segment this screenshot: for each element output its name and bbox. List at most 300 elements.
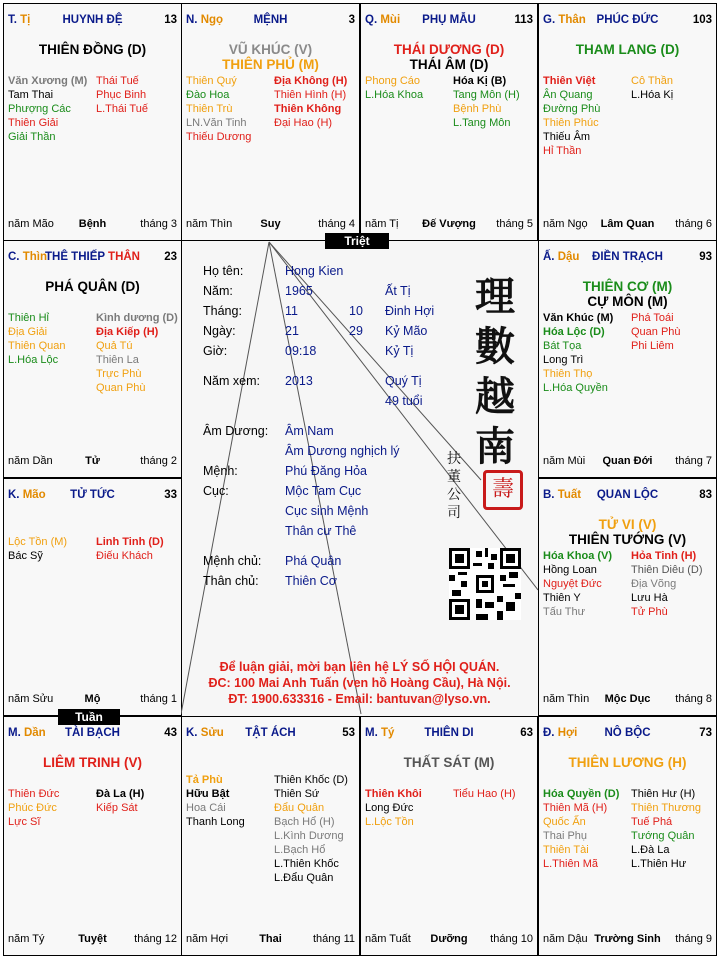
than-chu-label: Thân chủ: [203,574,259,588]
palace-title: TÀI BẠCH [65,727,120,739]
minor-star: L.Thiên Hư [631,858,687,870]
stars-left-column [543,549,612,619]
minor-star: Thiên Hư (H) [631,788,696,800]
stars-left-column [365,74,423,102]
palace-number: 93 [699,251,712,263]
palace-footer [365,218,533,231]
minor-star: Điếu Khách [96,550,153,562]
age-value: 49 tuổi [385,394,423,408]
than-cu-note: Thân cư Thê [285,524,357,538]
footer-month: tháng 3 [140,218,177,230]
minor-star: Hóa Quyền (D) [543,788,620,800]
calligraphy-small-char: 董 [447,469,461,485]
palace-footer [365,933,533,946]
stars-left-column [543,311,613,395]
stars-right-column [96,787,144,815]
calligraphy-logo [465,272,525,472]
palace-footer [186,933,355,946]
palace-number: 53 [342,727,355,739]
palace-header [186,727,355,741]
main-star: LIÊM TRINH (V) [43,755,142,770]
main-star: PHÁ QUÂN (D) [45,279,140,294]
calligraphy-char: 數 [475,323,515,370]
branch-name: Tuất [557,489,582,501]
minor-star: L.Hóa Lộc [8,354,59,366]
minor-star: L.Thái Tuế [96,103,148,115]
footer-year: năm Thìn [543,693,590,705]
branch-prefix: G. [543,14,556,26]
stars-right-column [453,74,520,130]
stars-left-column [186,74,251,144]
palace-header [8,727,177,741]
stars-right-column [274,773,348,885]
main-star: VŨ KHÚC (V) [228,42,313,57]
minor-star: Long Trì [543,354,584,366]
palace-cell-dau [538,240,717,478]
view-year-can: Quý Tị [385,374,422,388]
main-star: THIÊN LƯƠNG (H) [568,755,687,770]
palace-title: PHỤ MẪU [422,14,476,26]
footer-month: tháng 12 [134,933,177,945]
footer-year: năm Tý [8,933,45,945]
day-can: Kỷ Mão [385,324,428,338]
footer-month: tháng 4 [318,218,355,230]
footer-month: tháng 8 [675,693,712,705]
main-star: THIÊN CƠ (M) [582,279,673,294]
footer-year: năm Thìn [186,218,233,230]
minor-star: Bát Tọa [543,340,582,352]
hour-label: Giờ: [203,344,228,358]
stars-right-column [96,311,178,395]
minor-star: Tam Thai [8,89,54,101]
footer-month: tháng 10 [490,933,533,945]
center-panel [181,240,538,716]
palace-number: 23 [164,251,177,263]
minor-star: Phi Liêm [631,340,674,352]
palace-cell-dan [3,716,182,956]
minor-star: Thiên Phúc [543,117,599,129]
palace-header [8,14,177,28]
minor-star: Thiên Diêu (D) [631,564,703,576]
minor-star: Thiên Hình (H) [274,89,347,101]
branch-prefix: Q. [365,14,378,26]
calligraphy-small-char: 扶 [447,451,461,467]
calligraphy-subtext [447,450,461,522]
minor-star: L.Đà La [631,844,670,856]
stars-left-column [365,787,422,829]
palace-title: HUYNH ĐỆ [62,14,123,26]
palace-header [8,489,177,503]
branch-name: Thìn [22,251,47,263]
view-year-value: 2013 [285,374,313,388]
branch-prefix: M. [8,727,21,739]
contact-line-1: Để luận giải, mời bạn liên hệ LÝ SỐ HỘI QUÁN. [219,660,500,674]
stars-right-column [274,74,347,130]
minor-star: Thiên Quan [8,340,66,352]
stars-right-column [631,787,701,871]
minor-star: Thiên Thọ [543,368,593,380]
palace-footer [543,455,712,468]
stars-left-column [8,74,87,144]
minor-star: Địa Giải [8,326,48,338]
branch-prefix: K. [186,727,198,739]
palace-cell-suu [181,716,360,956]
palace-footer [543,693,712,706]
minor-star: Phúc Đức [8,802,57,814]
footer-stage: Tử [85,455,100,467]
footer-stage: Trường Sinh [594,933,661,945]
minor-star: Hóa Lộc (D) [543,326,605,338]
than-chu-value: Thiên Cơ [285,574,337,588]
minor-star: Hồng Loan [543,564,597,576]
footer-month: tháng 2 [140,455,177,467]
minor-star: Hoa Cái [186,802,226,814]
minor-star: Thiên Khốc (D) [274,774,348,786]
tuan-marker: Tuần [58,709,120,725]
footer-stage: Dưỡng [430,933,468,945]
minor-star: L.Đẩu Quân [274,872,334,884]
main-star: THÁI ÂM (D) [409,57,489,72]
palace-cell-hoi [538,716,717,956]
minor-star: Thiên Hỉ [8,312,49,324]
minor-star: Cô Thần [631,75,673,87]
branch-name: Dậu [557,251,580,263]
palace-footer [186,218,355,231]
minor-star: L.Hóa Kị [631,89,674,101]
palace-cell-mao [3,478,182,716]
stars-left-column [543,787,619,871]
palace-cell-tuat [538,478,717,716]
palace-header [543,489,712,503]
minor-star: Giải Thần [8,131,56,143]
minor-star: L.Hóa Khoa [365,89,424,101]
minor-star: Thiên La [96,354,139,366]
calligraphy-char: 理 [475,273,515,320]
palace-header [365,14,533,28]
stars-left-column [186,773,245,829]
palace-footer [543,933,712,946]
stars-right-column [631,549,703,619]
minor-star: Lưu Hà [631,592,668,604]
footer-month: tháng 5 [496,218,533,230]
palace-title: TỬ TỨC [70,489,115,501]
stars-left-column [8,535,67,563]
palace-header [543,727,712,741]
palace-header [365,727,533,741]
palace-title: PHÚC ĐỨC [596,14,659,26]
footer-month: tháng 1 [140,693,177,705]
month-value: 11 [285,304,298,318]
minor-star: Thiên Việt [543,75,596,87]
branch-name: Dần [23,727,46,739]
palace-number: 13 [164,14,177,26]
footer-year: năm Sửu [8,693,54,705]
month-label: Tháng: [203,304,242,318]
footer-stage: Mộc Dục [604,693,651,705]
minor-star: Văn Khúc (M) [543,312,614,324]
minor-star: L.Hóa Quyền [543,382,608,394]
branch-prefix: C. [8,251,20,263]
minor-star: Văn Xương (M) [8,75,88,87]
palace-footer [8,933,177,946]
footer-stage: Lâm Quan [600,218,655,230]
qr-code-icon[interactable] [449,548,521,620]
main-star: THÁI DƯƠNG (D) [393,42,505,57]
minor-star: Ân Quang [543,89,593,101]
minor-star: Thiên Sứ [274,788,320,800]
minor-star: Hóa Khoa (V) [543,550,613,562]
palace-number: 63 [520,727,533,739]
footer-month: tháng 7 [675,455,712,467]
minor-star: Thiên Thương [631,802,702,814]
hour-value: 09:18 [285,344,317,358]
palace-title: TẬT ÁCH [245,727,296,739]
palace-number: 113 [514,14,533,26]
red-seal-icon: 壽 [483,470,523,510]
minor-star: Bệnh Phù [453,103,502,115]
stars-right-column [631,311,681,353]
menh-chu-value: Phá Quân [285,554,342,568]
main-star: THIÊN ĐỒNG (D) [38,42,147,57]
minor-star: Thiên Đức [8,788,60,800]
footer-stage: Suy [260,218,281,230]
minor-star: Lực Sĩ [8,816,41,828]
amduong-label: Âm Dương: [203,424,269,438]
minor-star: Đại Hao (H) [274,117,333,129]
calligraphy-small-char: 司 [447,505,461,521]
palace-number: 103 [692,14,712,26]
minor-star: Quan Phù [96,382,146,394]
footer-month: tháng 6 [675,218,712,230]
minor-star: Phượng Các [8,103,71,115]
palace-cell-thin [3,240,182,478]
minor-star: Tả Phù [186,774,223,786]
branch-name: Ngọ [200,14,224,26]
footer-stage: Đế Vượng [422,218,476,230]
palace-title: ĐIỀN TRẠCH [592,251,663,263]
view-year-label: Năm xem: [203,374,260,388]
palace-header [543,14,712,28]
minor-star: Hỏa Tinh (H) [631,550,697,562]
minor-star: Phong Cáo [365,75,421,87]
minor-star: Quan Phù [631,326,681,338]
contact-line-3[interactable]: ĐT: 1900.633316 - Email: bantuvan@lyso.vn. [228,692,491,706]
main-star: TỬ VI (V) [598,517,657,532]
minor-star: Đẩu Quân [274,802,325,814]
branch-prefix: T. [8,14,17,26]
main-star: THIÊN PHỦ (M) [222,57,319,72]
minor-star: Bác Sỹ [8,550,43,562]
menh-label: Mệnh: [203,464,238,478]
branch-prefix: M. [365,727,378,739]
minor-star: LN.Văn Tinh [186,117,247,129]
minor-star: Quả Tú [96,340,133,352]
cuc-value: Mộc Tam Cục [285,484,362,498]
footer-month: tháng 9 [675,933,712,945]
palace-header [543,251,712,265]
palace-number: 3 [348,14,355,26]
footer-year: năm Tuất [365,933,411,945]
main-star: THẤT SÁT (M) [403,755,495,770]
footer-stage: Mộ [84,693,101,705]
palace-title: NÔ BỘC [604,727,651,739]
menh-value: Phú Đăng Hỏa [285,464,368,478]
minor-star: Thiên Y [543,592,581,604]
year-label: Năm: [203,284,233,298]
minor-star: Nguyệt Đức [543,578,602,590]
cuc-label: Cục: [203,484,229,498]
palace-cell-mui [360,3,538,241]
footer-year: năm Tị [365,218,399,230]
main-star: THIÊN TƯỚNG (V) [568,532,687,547]
minor-star: Quốc Ấn [543,816,586,828]
name-value: Hong Kien [285,264,344,278]
minor-star: Thái Tuế [96,75,139,87]
minor-star: L.Thiên Khốc [274,858,339,870]
branch-name: Thân [558,14,586,26]
stars-right-column [96,74,148,116]
palace-footer [543,218,712,231]
branch-prefix: B. [543,489,555,501]
branch-name: Tý [380,727,395,739]
minor-star: Thiên Mã (H) [543,802,608,814]
footer-year: năm Dần [8,455,53,467]
minor-star: Đào Hoa [186,89,230,101]
stars-left-column [8,311,65,367]
branch-name: Hợi [557,727,578,739]
minor-star: Hỉ Thần [543,145,582,157]
branch-prefix: Ấ. [543,251,555,263]
branch-prefix: K. [8,489,20,501]
minor-star: L.Lộc Tồn [365,816,414,828]
minor-star: Lộc Tồn (M) [8,536,68,548]
footer-year: năm Mùi [543,455,586,467]
minor-star: Đà La (H) [96,788,145,800]
stars-right-column [631,74,673,102]
than-marker: THÂN [108,251,140,263]
branch-name: Mão [22,489,46,501]
main-star: CỰ MÔN (M) [587,294,668,309]
minor-star: Thiếu Dương [186,131,252,143]
minor-star: Phục Binh [96,89,147,101]
minor-star: Hóa Kị (B) [453,75,507,87]
minor-star: Kình dương (D) [96,312,178,324]
stars-right-column [453,787,516,801]
footer-year: năm Ngọ [543,218,588,230]
branch-prefix: Đ. [543,727,555,739]
amduong-value: Âm Nam [285,424,334,438]
month-lunar: 10 [349,304,363,318]
palace-footer [8,455,177,468]
stars-left-column [8,787,59,829]
minor-star: Tướng Quân [631,830,695,842]
minor-star: Tiểu Hao (H) [453,788,516,800]
minor-star: Hữu Bật [186,788,230,800]
footer-stage: Tuyệt [78,933,107,945]
palace-cell-than [538,3,717,241]
minor-star: L.Thiên Mã [543,858,599,870]
minor-star: Tấu Thư [543,606,586,618]
footer-year: năm Hợi [186,933,229,945]
palace-number: 43 [164,727,177,739]
minor-star: Địa Không (H) [274,75,348,87]
minor-star: L.Bạch Hổ [274,844,326,856]
palace-title: THIÊN DI [424,727,474,739]
minor-star: Thiếu Âm [543,131,591,143]
minor-star: Thiên Trù [186,103,233,115]
palace-title: THÊ THIẾP THÂN [44,251,140,263]
palace-number: 33 [164,489,177,501]
year-can: Ất Tị [385,284,411,298]
palace-title: MỆNH [253,14,288,26]
footer-month: tháng 11 [312,933,355,945]
stars-right-column [96,535,164,563]
minor-star: Thiên Khôi [365,788,422,800]
minor-star: Đường Phù [543,103,601,115]
minor-star: Tuế Phá [631,816,673,828]
menh-chu-label: Mệnh chủ: [203,554,262,568]
minor-star: Thiên Giải [8,117,59,129]
palace-cell-ngo [181,3,360,241]
hour-can: Kỷ Tị [385,344,414,358]
minor-star: Thanh Long [186,816,245,828]
minor-star: Thiên Không [274,103,342,115]
footer-stage: Quan Đới [602,455,653,467]
month-can: Đinh Hợi [385,304,435,318]
minor-star: Phá Toái [631,312,674,324]
main-star: THAM LANG (D) [575,42,680,57]
minor-star: Long Đức [365,802,414,814]
footer-stage: Thai [259,933,282,945]
triet-marker: Triệt [325,233,389,249]
minor-star: Tang Môn (H) [453,89,520,101]
minor-star: Bạch Hổ (H) [274,816,335,828]
minor-star: Trực Phù [96,368,142,380]
day-label: Ngày: [203,324,236,338]
palace-footer [8,693,177,706]
palace-cell-ty [360,716,538,956]
minor-star: Địa Kiếp (H) [96,326,159,338]
minor-star: Thai Phụ [543,830,588,842]
branch-name: Mùi [380,14,401,26]
minor-star: Địa Võng [631,578,677,590]
footer-stage: Bệnh [78,218,107,230]
palace-cell-ti [3,3,182,241]
palace-header [8,251,177,265]
footer-year: năm Mão [8,218,54,230]
day-value: 21 [285,324,299,338]
palace-number: 83 [699,489,712,501]
branch-name: Sửu [200,727,224,739]
name-label: Họ tên: [203,264,244,278]
palace-number: 73 [699,727,712,739]
year-value: 1965 [285,284,313,298]
contact-line-2: ĐC: 100 Mai Anh Tuấn (ven hồ Hoàng Cầu), Hà Nội. [208,676,511,690]
calligraphy-small-char: 公 [447,487,461,503]
calligraphy-char: 越 [475,373,515,420]
day-lunar: 29 [349,324,363,338]
branch-prefix: N. [186,14,198,26]
minor-star: Kiếp Sát [96,802,138,814]
palace-header [186,14,355,28]
minor-star: Thiên Quý [186,75,237,87]
minor-star: Tử Phù [631,606,668,618]
minor-star: Linh Tinh (D) [96,536,164,548]
calligraphy-char: 南 [475,423,515,470]
stars-left-column [543,74,600,158]
footer-year: năm Dậu [543,933,588,945]
amduong-note: Âm Dương nghịch lý [285,444,400,458]
